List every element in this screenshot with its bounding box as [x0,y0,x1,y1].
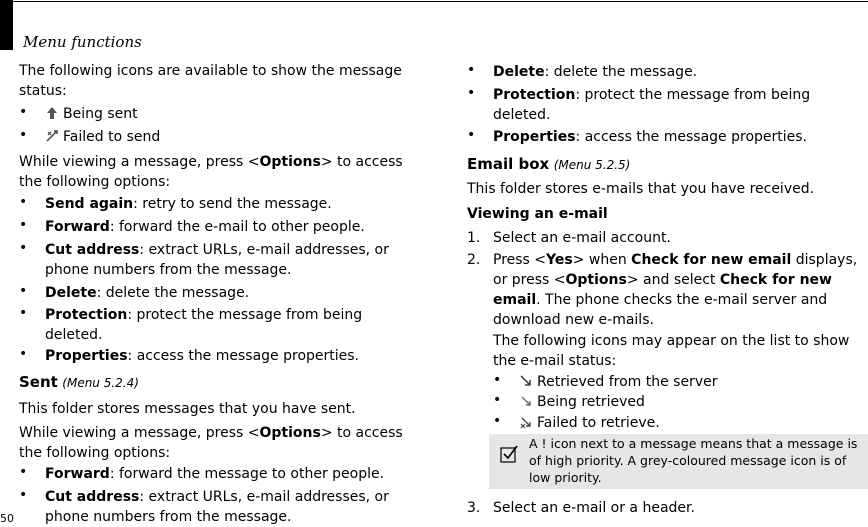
header-bar [0,0,13,50]
sent-desc: This folder stores messages that you have sent. [19,401,356,417]
section-email-title: Email box (Menu 5.2.5) [467,155,631,173]
options-intro: While viewing a message, press <Options> to access the following options: [19,154,403,190]
being-retrieved-icon [519,394,533,408]
status-label: Being sent [63,106,138,122]
step-2: Press <Yes> when Check for new email displays, or press <Options> and select Check for new email. The phone checks the e-mail server and download new e-mails. [493,252,858,328]
email-icons-intro: The following icons may appear on the list to show the e-mail status: [493,333,850,369]
status-label: Failed to send [63,129,161,145]
sent-options-intro: While viewing a message, press <Options> to access the following options: [19,425,403,461]
intro-text: The following icons are available to show the message status: [19,63,402,99]
failed-to-send-icon [45,129,59,143]
page-number: 50 [0,512,14,525]
note-box [489,434,868,489]
note-text: A ! icon next to a message means that a message is of high priority. A grey-coloured message icon is of low priority. [529,436,858,485]
step-1: Select an e-mail account. [493,230,671,246]
step-2-number: 2. [467,252,481,268]
page-title: Menu functions [23,33,142,51]
note-check-icon [499,444,519,464]
section-sent-title: Sent (Menu 5.2.4) [19,373,139,391]
header-rule [13,1,868,2]
step-3: Select an e-mail or a header. [493,500,695,516]
step-3-number: 3. [467,500,481,516]
being-sent-icon [45,106,59,120]
retrieved-icon [519,374,533,388]
step-1-number: 1. [467,230,481,246]
email-desc: This folder stores e-mails that you have received. [467,181,815,197]
viewing-title: Viewing an e-mail [467,206,608,222]
failed-retrieve-icon [519,415,533,429]
